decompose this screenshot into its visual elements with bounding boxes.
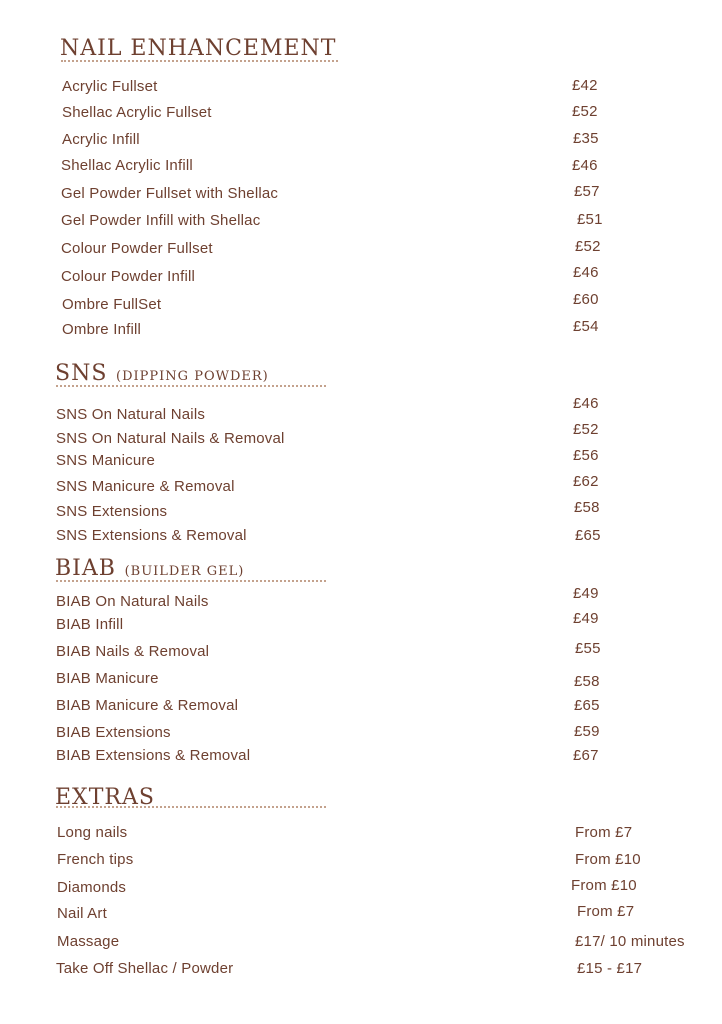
list-item: Shellac Acrylic Infill: [61, 157, 193, 174]
sns-heading: [55, 358, 269, 386]
price: £17/ 10 minutes: [575, 933, 685, 950]
extras-divider: [56, 806, 326, 808]
price: £60: [573, 291, 599, 308]
list-item: French tips: [57, 851, 134, 868]
price: £58: [574, 673, 600, 690]
list-item: BIAB Infill: [56, 616, 124, 633]
price: £42: [572, 77, 598, 94]
list-item: SNS On Natural Nails: [56, 406, 206, 423]
list-item: Gel Powder Infill with Shellac: [61, 212, 261, 229]
price: £55: [575, 640, 601, 657]
list-item: BIAB Nails & Removal: [56, 643, 210, 660]
price: From £7: [577, 903, 635, 920]
price: £52: [575, 238, 601, 255]
list-item: Nail Art: [57, 905, 107, 922]
price: £67: [573, 747, 599, 764]
sns-divider: [56, 385, 326, 387]
list-item: BIAB On Natural Nails: [56, 593, 209, 610]
price: £46: [573, 395, 599, 412]
price: £58: [574, 499, 600, 516]
price: £59: [574, 723, 600, 740]
list-item: Ombre Infill: [62, 321, 142, 338]
list-item: BIAB Manicure & Removal: [56, 697, 239, 714]
price: £62: [573, 473, 599, 490]
price: From £10: [575, 851, 641, 868]
list-item: Shellac Acrylic Fullset: [62, 104, 212, 121]
list-item: BIAB Extensions: [56, 724, 171, 741]
list-item: Long nails: [57, 824, 128, 841]
nail-enhancement-heading: [60, 33, 336, 61]
list-item: SNS Extensions: [56, 503, 168, 520]
nail-enhancement-title: NAIL ENHANCEMENT: [60, 36, 337, 61]
price: From £10: [571, 877, 637, 894]
biab-heading: [55, 553, 244, 581]
price: £35: [573, 130, 599, 147]
extras-title: EXTRAS: [55, 785, 155, 810]
list-item: Take Off Shellac / Powder: [56, 960, 234, 977]
price: £51: [577, 211, 603, 228]
list-item: Massage: [57, 933, 120, 950]
price: £46: [573, 264, 599, 281]
list-item: Colour Powder Fullset: [61, 240, 213, 257]
price: £49: [573, 585, 599, 602]
list-item: SNS Manicure & Removal: [56, 478, 235, 495]
price: £65: [574, 697, 600, 714]
list-item: Diamonds: [57, 879, 127, 896]
price: £57: [574, 183, 600, 200]
list-item: SNS On Natural Nails & Removal: [56, 430, 285, 447]
sns-subtitle: (DIPPING POWDER): [116, 369, 269, 384]
biab-title: BIAB: [55, 556, 116, 581]
price: £15 - £17: [577, 960, 643, 977]
list-item: SNS Extensions & Removal: [56, 527, 247, 544]
price: From £7: [575, 824, 633, 841]
price: £49: [573, 610, 599, 627]
price: £65: [575, 527, 601, 544]
list-item: SNS Manicure: [56, 452, 156, 469]
list-item: BIAB Extensions & Removal: [56, 747, 251, 764]
nail-enhancement-divider: [61, 60, 338, 62]
biab-subtitle: (BUILDER GEL): [124, 564, 245, 579]
list-item: Acrylic Fullset: [62, 78, 158, 95]
price: £52: [573, 421, 599, 438]
list-item: Colour Powder Infill: [61, 268, 196, 285]
list-item: Acrylic Infill: [62, 131, 140, 148]
price: £56: [573, 447, 599, 464]
price: £46: [572, 157, 598, 174]
list-item: Gel Powder Fullset with Shellac: [61, 185, 279, 202]
price: £54: [573, 318, 599, 335]
list-item: Ombre FullSet: [62, 296, 162, 313]
price: £52: [572, 103, 598, 120]
sns-title: SNS: [55, 361, 108, 386]
list-item: BIAB Manicure: [56, 670, 159, 687]
biab-divider: [56, 580, 326, 582]
